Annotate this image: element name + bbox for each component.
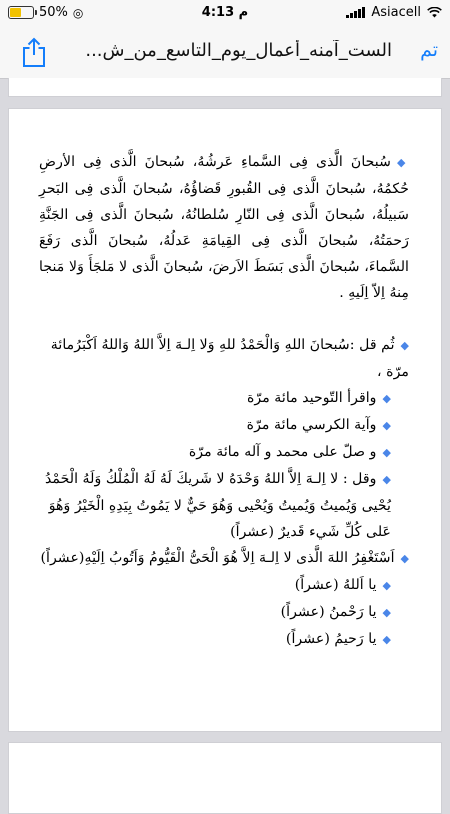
battery-group	[8, 5, 83, 20]
paragraph-tasbih: ◆سُبحانَ الَّذى فِى السَّماءِ عَرشُهُ، سُبحانَ الَّذى فِى الأرضِ حُكمُهُ، سُبحانَ الَّذى فِى القُبورِ قَضاؤُهُ، سُبحانَ الَّذى فِى البَحرِ سَبيلُهُ، سُبحانَ الَّذى فِى النّارِ سُلطانُهُ، سُبحانَ الَّذى فِى الجَنَّةِ رَحمَتُهُ، سُبحانَ الَّذى فِى القِيامَةِ عَدلُهُ، سُبحانَ الَّذى رَفَعَ السَّماءَ، سُبحانَ الَّذى بَسَطَ الاَرضَ، سُبحانَ الَّذى لا مَلجَأَ وَلا مَنجا مِنهُ اِلاّ اِلَيهِ .	[39, 154, 409, 301]
bullet-icon: ◆	[382, 392, 391, 405]
battery-percent: 50%	[39, 5, 68, 20]
list-item: ◆يا رَحْمنُ (عشراً)	[280, 604, 391, 620]
list-item: ◆اَسْتَغْفِرُ اللهَ الَّذى لا اِلـهَ اِلاَّ هُوَ الْحَىُّ الْقَيُّومُ وَاَتُوبُ اِلَيْهِ(عشراً)	[40, 550, 409, 566]
list-item: ◆وقل : لا اِلـهَ اِلاَّ اللهُ وَحْدَهُ لا شَريكَ لَهُ لَهُ الْمُلْكُ وَلَهُ الْحَمْدُ يُحْيى وَيُميتُ وَيُميتُ وَيُحْيى وَهُوَ حَيٌّ لا يَمُوتُ بِيَدِهِ الْخَيْرُ وَهُوَ عَلى كُلِّ شَيء قَديرٌ (عشراً)	[44, 471, 391, 540]
bullet-icon: ◆	[382, 606, 391, 619]
document-page	[8, 108, 442, 732]
navigation-bar	[0, 26, 450, 79]
bullet-icon: ◆	[382, 446, 391, 459]
wifi-icon	[427, 7, 442, 18]
bullet-icon: ◆	[400, 339, 409, 352]
done-button[interactable]: تم	[420, 39, 438, 61]
list-item: ◆يا اَللهُ (عشراً)	[294, 577, 391, 593]
list-item: ◆وآية الكرسي مائة مرّة	[246, 417, 391, 433]
document-title: الست_آمنه_أعمال_يوم_التاسع_من_ش...	[85, 40, 392, 61]
carrier-group	[346, 5, 442, 20]
list-item: ◆واقرأ التّوحيد مائة مرّة	[246, 390, 391, 406]
bullet-icon: ◆	[396, 156, 409, 169]
battery-icon	[8, 6, 34, 19]
alarm-icon: ◎	[72, 5, 84, 20]
bullet-icon: ◆	[382, 579, 391, 592]
bullet-icon: ◆	[400, 552, 409, 565]
bullet-icon: ◆	[382, 419, 391, 432]
document-content	[39, 149, 409, 653]
list-item: ◆و صلّ على محمد و آله مائة مرّة	[188, 444, 391, 460]
signal-icon	[346, 7, 365, 18]
carrier-label: Asiacell	[371, 5, 421, 20]
status-bar	[0, 0, 450, 26]
list-item: ◆ثُم قل :سُبحانَ اللهِ وَالْحَمْدُ للهِ وَلا اِلـهَ اِلاَّ اللهُ وَاللهُ اَكْبَرُمائة مرّة ،	[50, 337, 409, 380]
list-item: ◆يا رَحيمُ (عشراً)	[285, 631, 391, 647]
previous-page	[8, 78, 442, 97]
share-icon[interactable]	[20, 36, 48, 68]
next-page	[8, 742, 442, 814]
bullet-icon: ◆	[382, 633, 391, 646]
clock: 4:13 م	[201, 5, 249, 20]
bullet-icon: ◆	[382, 473, 391, 486]
